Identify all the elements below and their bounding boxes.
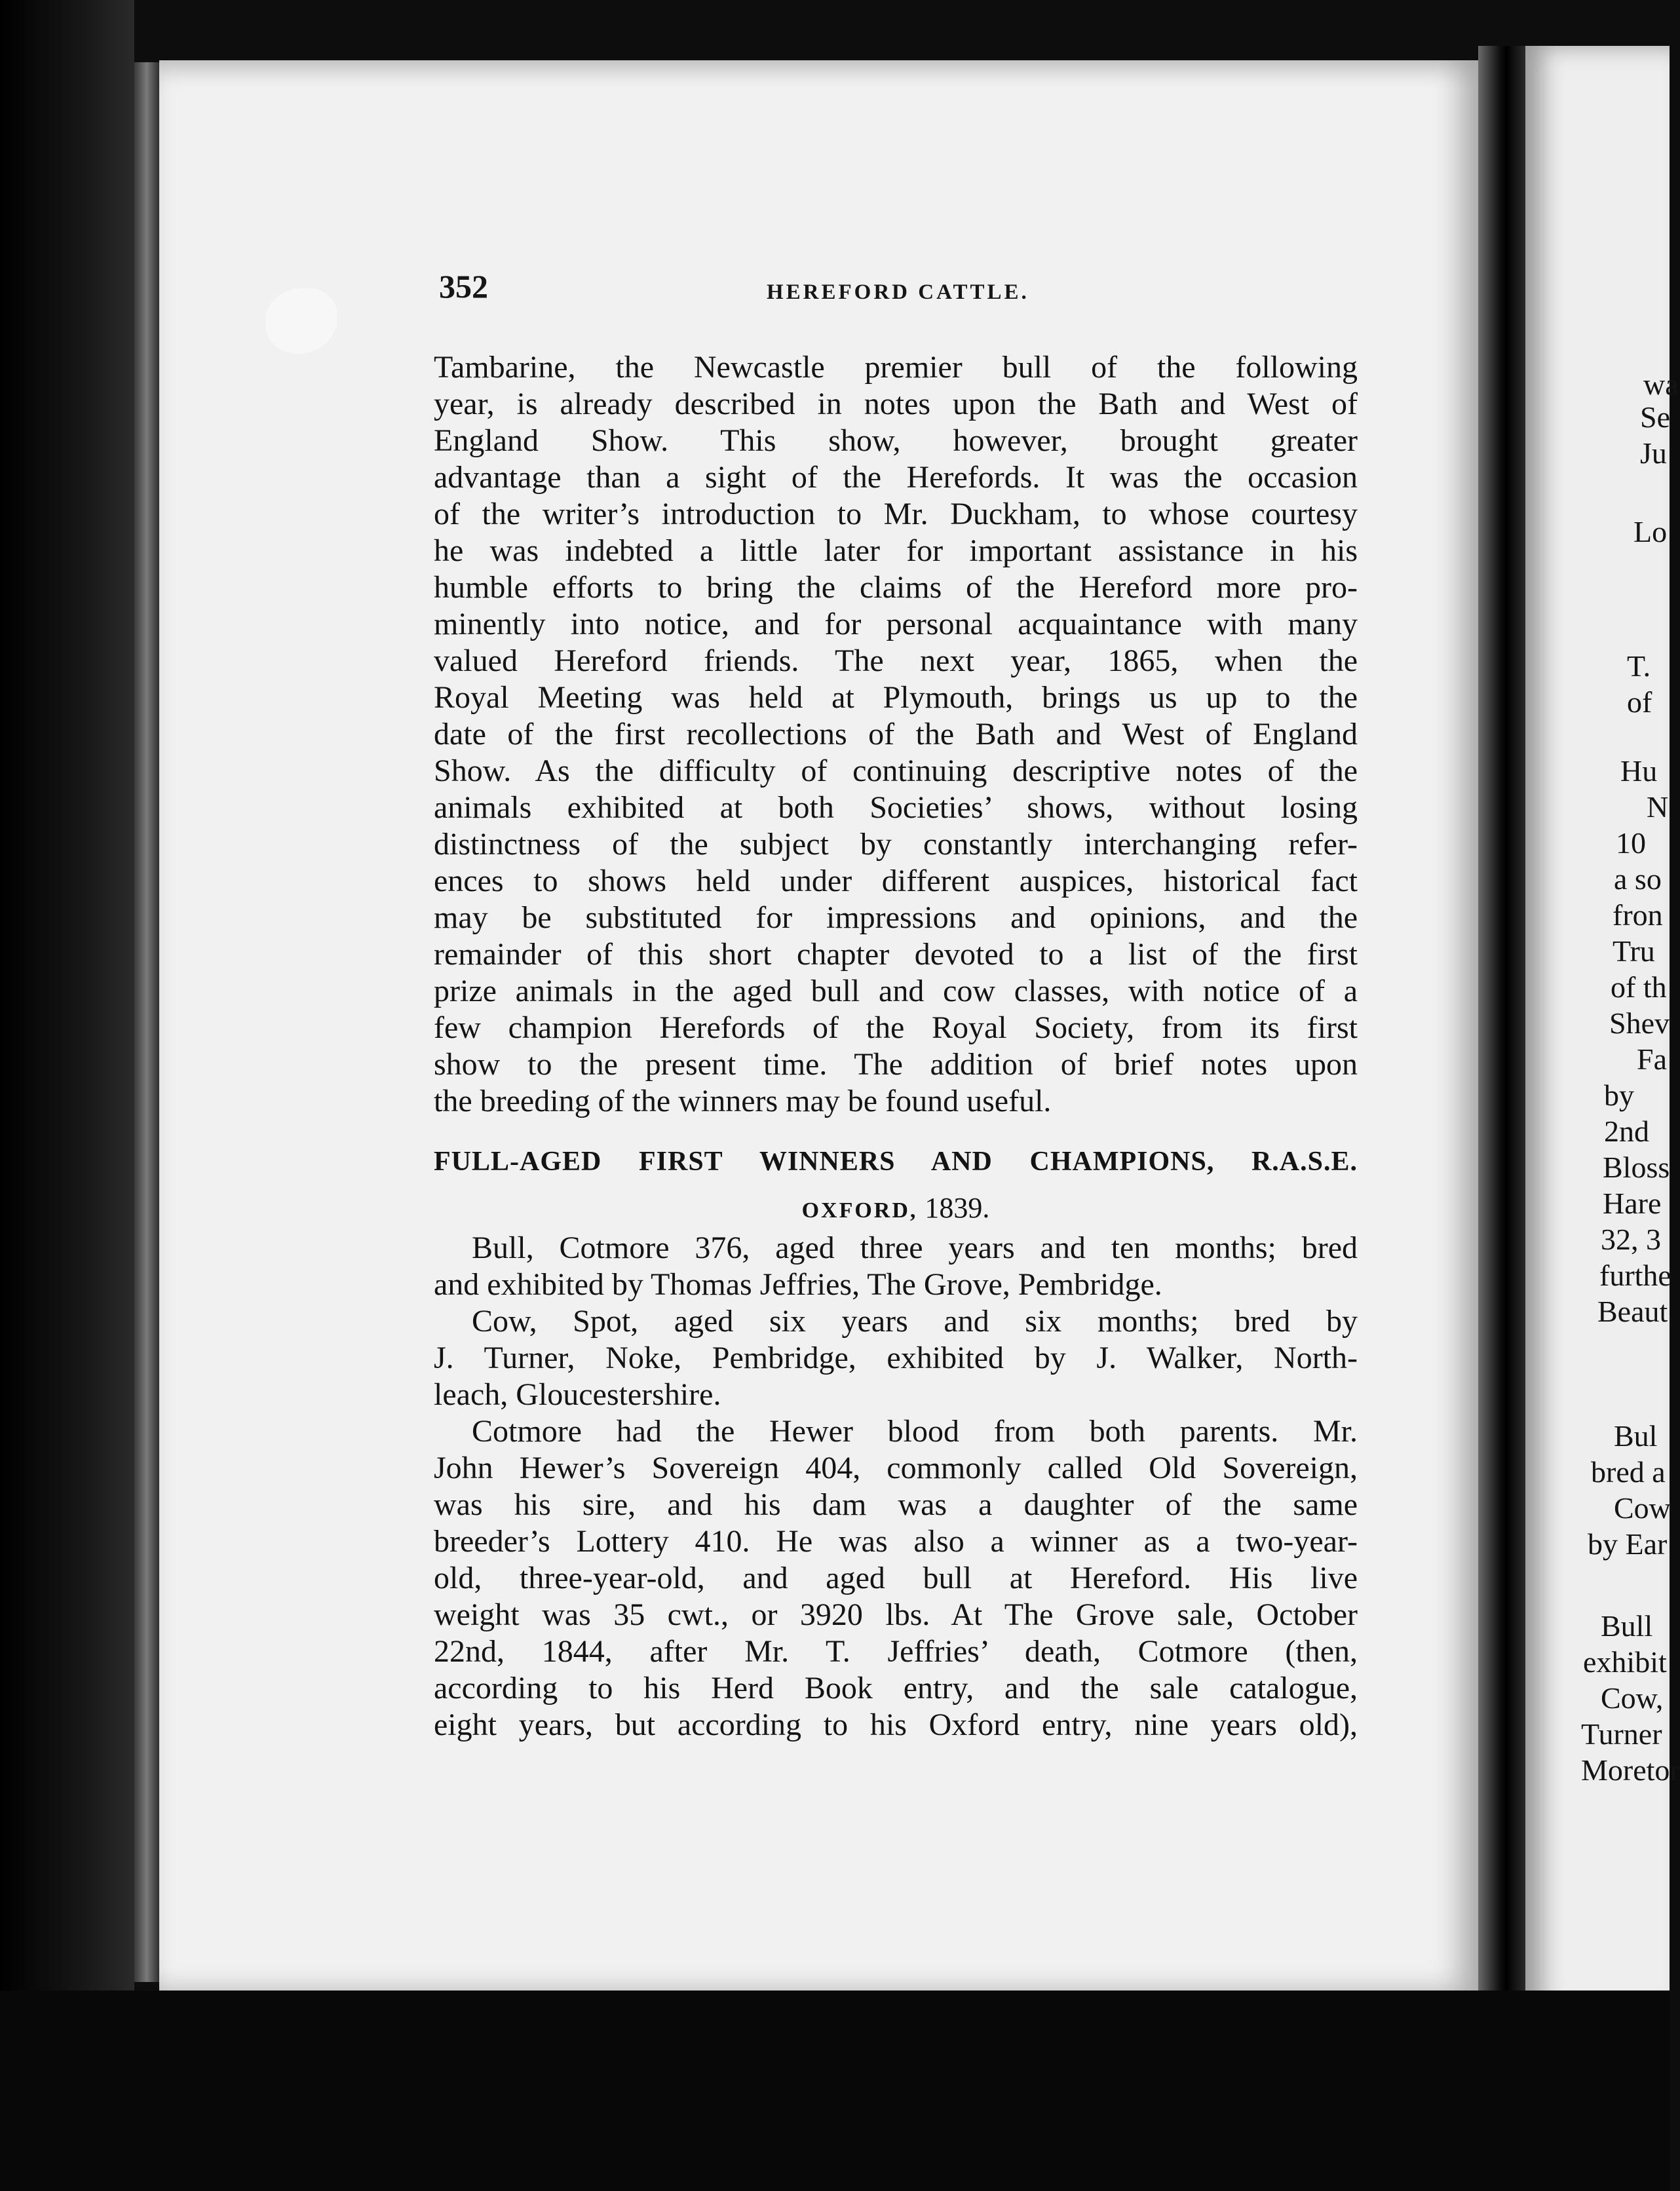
paragraph (434, 349, 1358, 1120)
fragment: Shev (1609, 1006, 1670, 1040)
fragment: exhibit (1583, 1645, 1667, 1679)
fragment: 2nd (1604, 1115, 1649, 1148)
fragment: Beaut (1597, 1295, 1668, 1328)
text-line: date of the first recollections of the Bath and West of England (434, 717, 1358, 752)
text-line: show to the present time. The addition of brief notes upon (434, 1047, 1358, 1082)
text-line: the breeding of the winners may be found useful. (434, 1084, 1052, 1118)
fragment: Ju (1640, 436, 1667, 470)
fragment: furthe (1599, 1259, 1671, 1292)
text-line: prize animals in the aged bull and cow classes, with notice of a (434, 974, 1358, 1008)
fragment: Cow (1614, 1491, 1671, 1525)
text-line: weight was 35 cwt., or 3920 lbs. At The Grove sale, October (434, 1597, 1358, 1632)
text-line: leach, Gloucestershire. (434, 1377, 721, 1412)
fragment: Lo (1633, 515, 1668, 548)
fragment: bred a (1591, 1455, 1666, 1489)
fragment: T. (1627, 649, 1651, 683)
text-line: he was indebted a little later for important assistance in his (434, 533, 1358, 568)
text-line: minently into notice, and for personal acquaintance with many (434, 607, 1358, 641)
text-line: old, three-year-old, and aged bull at Hereford. His live (434, 1561, 1358, 1595)
fragment: Fa (1637, 1042, 1667, 1076)
fragment: N (1647, 790, 1669, 824)
text-line: 22nd, 1844, after Mr. T. Jeffries’ death, Cotmore (then, (434, 1634, 1358, 1669)
fragment: wa (1643, 368, 1679, 401)
text-line: remainder of this short chapter devoted to a list of the first (434, 937, 1358, 972)
page-header (439, 267, 1369, 320)
text-line: according to his Herd Book entry, and the sale catalogue, (434, 1671, 1358, 1705)
fragment: Bull (1601, 1609, 1653, 1643)
fragment: 32, 3 (1601, 1223, 1661, 1256)
film-background (0, 0, 134, 2191)
running-head: HEREFORD CATTLE. (767, 280, 1029, 304)
page-gutter (1478, 46, 1525, 2011)
text-line: distinctness of the subject by constantly interchanging refer- (434, 827, 1358, 862)
text-line: Royal Meeting was held at Plymouth, brings us up to the (434, 680, 1358, 715)
fragment: by (1604, 1078, 1634, 1112)
paragraph (434, 1230, 1358, 1303)
text-line: Show. As the difficulty of continuing descriptive notes of the (434, 753, 1358, 788)
text-line: Tambarine, the Newcastle premier bull of the following (434, 350, 1358, 385)
text-line: John Hewer’s Sovereign 404, commonly called Old Sovereign, (434, 1451, 1358, 1485)
text-line: few champion Herefords of the Royal Society, from its first (434, 1010, 1358, 1045)
text-line: England Show. This show, however, brought greater (434, 423, 1358, 458)
text-line: eight years, but according to his Oxford entry, nine years old), (434, 1707, 1358, 1742)
fragment: Hu (1620, 754, 1658, 788)
text-line: may be substituted for impressions and opinions, and the (434, 900, 1358, 935)
page-number: 352 (439, 268, 488, 305)
text-line: advantage than a sight of the Herefords. It was the occasion (434, 460, 1358, 495)
fragment: Bul (1614, 1419, 1658, 1453)
fragment: a so (1614, 862, 1662, 896)
text-line: breeder’s Lottery 410. He was also a winner as a two-year- (434, 1524, 1358, 1559)
text-line: and exhibited by Thomas Jeffries, The Grove, Pembridge. (434, 1267, 1162, 1302)
text-line: ences to shows held under different auspices, historical fact (434, 864, 1358, 898)
text-line: Bull, Cotmore 376, aged three years and ten months; bred (472, 1230, 1358, 1265)
fragment: Cow, (1601, 1681, 1664, 1715)
text-line: was his sire, and his dam was a daughter of the same (434, 1487, 1358, 1522)
show-subheading (434, 1187, 1358, 1230)
text-line: valued Hereford friends. The next year, 1865, when the (434, 643, 1358, 678)
paragraph (434, 1303, 1358, 1413)
fragment: fron (1613, 898, 1663, 932)
show-year: 1839. (925, 1192, 990, 1224)
book-spine-edge (134, 62, 159, 1982)
fragment: Bloss (1603, 1151, 1670, 1184)
text-line: Cotmore had the Hewer blood from both parents. Mr. (472, 1414, 1358, 1449)
fragment: Hare (1603, 1187, 1662, 1220)
text-line: Cow, Spot, aged six years and six months; bred by (472, 1304, 1358, 1339)
text-line: of the writer’s introduction to Mr. Duckham, to whose courtesy (434, 497, 1358, 531)
fragment: by Ear (1588, 1527, 1668, 1561)
film-background-bottom (0, 1991, 1670, 2191)
fragment: of (1627, 685, 1652, 719)
fragment: Moretor (1581, 1753, 1680, 1787)
section-heading: FULL-AGED FIRST WINNERS AND CHAMPIONS, R.A.S.E. (434, 1147, 1358, 1177)
text-line: J. Turner, Noke, Pembridge, exhibited by J. Walker, North- (434, 1341, 1358, 1375)
fragment: Turner (1581, 1717, 1662, 1751)
show-place: OXFORD, (801, 1198, 918, 1223)
text-line: animals exhibited at both Societies’ shows, without losing (434, 790, 1358, 825)
fragment: 10 (1616, 826, 1646, 860)
fragment: Tru (1613, 934, 1655, 968)
fragment: Se (1640, 400, 1670, 434)
page-body (434, 349, 1358, 1743)
text-line: humble efforts to bring the claims of the Hereford more pro- (434, 570, 1358, 605)
text-line: year, is already described in notes upon the Bath and West of (434, 387, 1358, 421)
paragraph (434, 1413, 1358, 1743)
fragment: of th (1611, 970, 1667, 1004)
